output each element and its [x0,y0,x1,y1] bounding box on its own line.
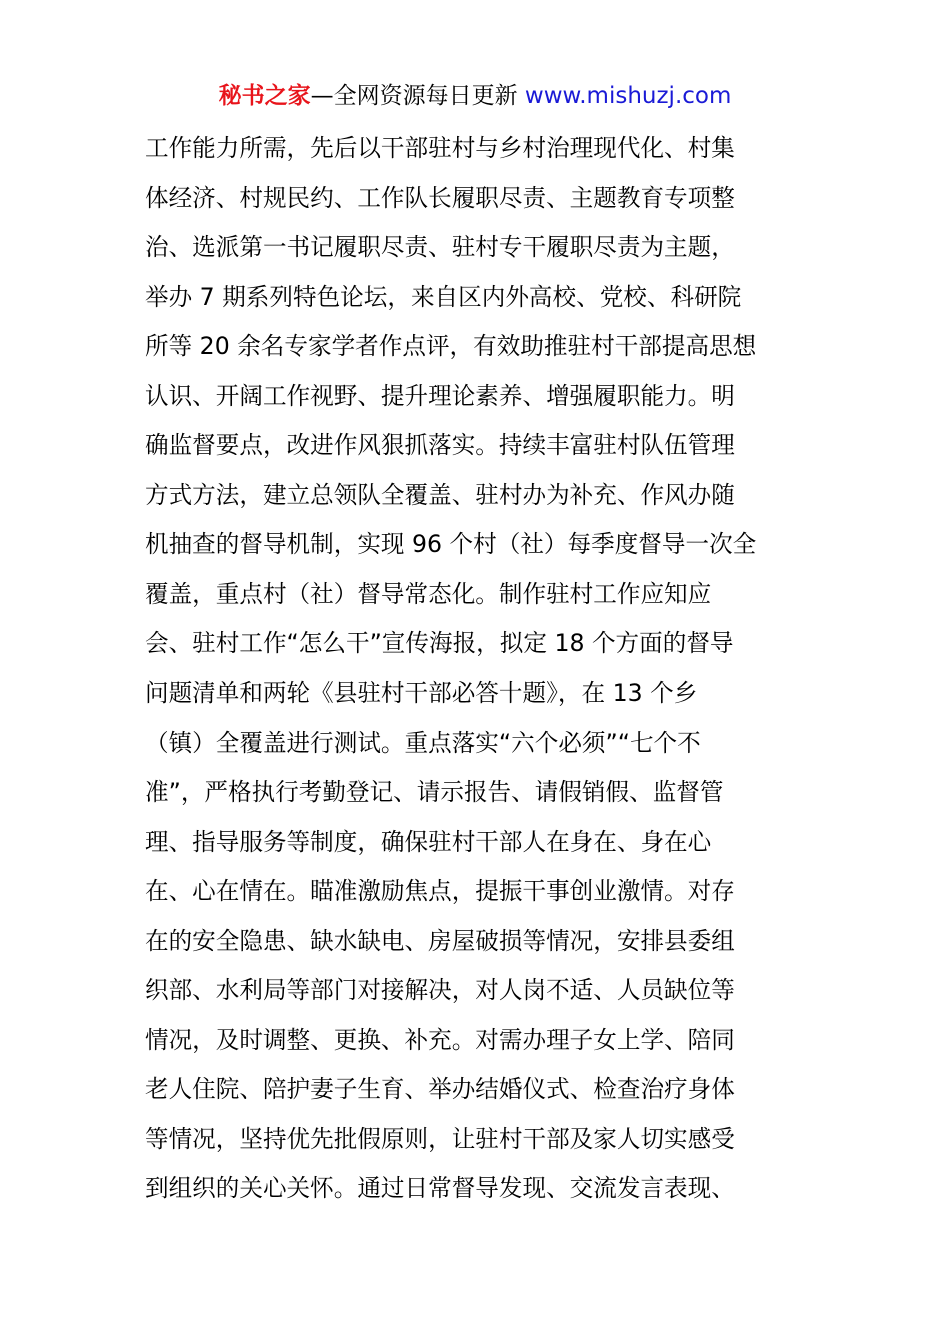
text-line: 等情况，坚持优先批假原则，让驻村干部及家人切实感受 [145,1124,735,1153]
text-line: 准”，严格执行考勤登记、请示报告、请假销假、监督管 [145,778,724,807]
text-line: 会、驻村工作“怎么干”宣传海报，拟定 18 个方面的督导 [145,629,734,658]
text-line: 织部、水利局等部门对接解决，对人岗不适、人员缺位等 [145,976,735,1005]
text-line: 机抽查的督导机制，实现 96 个村（社）每季度督导一次全 [145,530,757,559]
text-line: （镇）全覆盖进行测试。重点落实“六个必须”“七个不 [145,728,701,757]
text-line: 确监督要点，改进作风狠抓落实。持续丰富驻村队伍管理 [145,431,735,460]
text-line: 在的安全隐患、缺水缺电、房屋破损等情况，安排县委组 [145,926,735,955]
text-line: 情况，及时调整、更换、补充。对需办理子女上学、陪同 [145,1025,735,1054]
text-line: 所等 20 余名专家学者作点评，有效助推驻村干部提高思想 [145,332,757,361]
document-body [145,124,815,1214]
site-brand: 秘书之家 [218,83,311,109]
text-line: 认识、开阔工作视野、提升理论素养、增强履职能力。明 [145,381,735,410]
text-line: 到组织的关心关怀。通过日常督导发现、交流发言表现、 [145,1174,735,1203]
text-line: 理、指导服务等制度，确保驻村干部人在身在、身在心 [145,827,712,856]
site-tagline: —全网资源每日更新 [310,83,518,109]
text-line: 举办 7 期系列特色论坛，来自区内外高校、党校、科研院 [145,282,742,311]
text-line: 覆盖，重点村（社）督导常态化。制作驻村工作应知应 [145,579,712,608]
page-header [0,80,950,112]
text-line: 工作能力所需，先后以干部驻村与乡村治理现代化、村集 [145,134,735,162]
text-line: 方式方法，建立总领队全覆盖、驻村办为补充、作风办随 [145,480,735,509]
site-url-link[interactable]: www.mishuzj.com [524,83,732,109]
text-line: 问题清单和两轮《县驻村干部必答十题》，在 13 个乡 [145,679,698,708]
text-line: 治、选派第一书记履职尽责、驻村专干履职尽责为主题， [145,233,735,262]
text-line: 老人住院、陪护妻子生育、举办结婚仪式、检查治疗身体 [145,1075,735,1104]
text-line: 体经济、村规民约、工作队长履职尽责、主题教育专项整 [145,183,735,212]
text-line: 在、心在情在。瞄准激励焦点，提振干事创业激情。对存 [145,877,735,906]
